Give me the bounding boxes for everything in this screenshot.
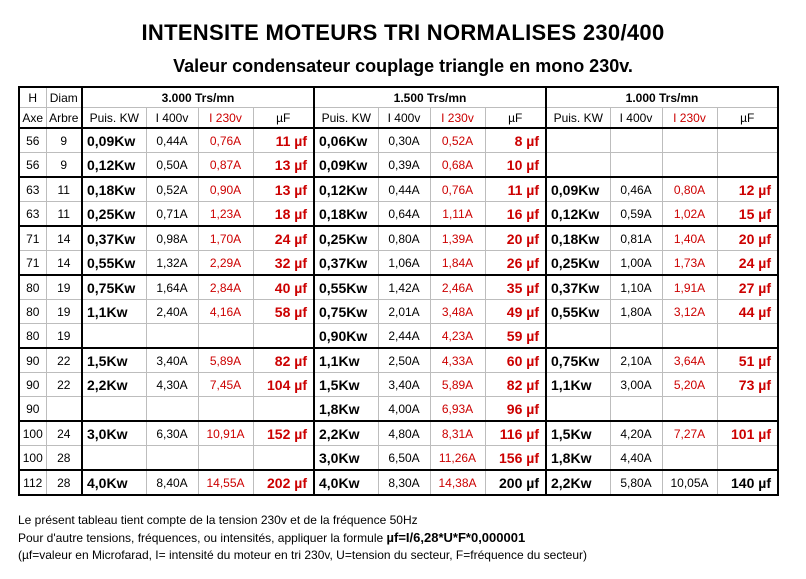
cell-i230-1000: 0,80A	[662, 177, 717, 202]
table-row	[19, 226, 778, 251]
note-line-1: Le présent tableau tient compte de la tension 230v et de la fréquence 50Hz	[18, 513, 418, 527]
cell-diam	[46, 397, 82, 422]
header-group-1500: 1.500 Trs/mn	[314, 87, 546, 108]
cell-i400-3000: 3,40A	[146, 348, 198, 373]
cell-i230-1000: 1,02A	[662, 202, 717, 227]
cell-uf1000: 73 µf	[717, 373, 778, 397]
cell-i230-1500: 6,93A	[430, 397, 485, 422]
cell-i400-1500: 8,30A	[378, 470, 430, 495]
cell-uf3000	[253, 324, 314, 349]
cell-i400-1500: 2,01A	[378, 300, 430, 324]
cell-puis3000: 1,5Kw	[82, 348, 146, 373]
cell-puis1000	[546, 153, 610, 178]
cell-i400-3000: 0,98A	[146, 226, 198, 251]
header-i230: I 230v	[198, 108, 253, 129]
cell-puis3000: 4,0Kw	[82, 470, 146, 495]
cell-i230-1000	[662, 446, 717, 471]
cell-puis1000: 2,2Kw	[546, 470, 610, 495]
cell-i230-1500: 8,31A	[430, 421, 485, 446]
cell-uf3000: 40 µf	[253, 275, 314, 300]
cell-i400-3000: 8,40A	[146, 470, 198, 495]
cell-uf1000: 140 µf	[717, 470, 778, 495]
cell-i400-3000: 6,30A	[146, 421, 198, 446]
cell-h: 71	[19, 226, 46, 251]
cell-i230-3000: 4,16A	[198, 300, 253, 324]
cell-puis1000	[546, 324, 610, 349]
cell-i230-1500: 0,68A	[430, 153, 485, 178]
cell-diam: 28	[46, 470, 82, 495]
cell-i400-3000: 1,64A	[146, 275, 198, 300]
cell-i400-1500: 4,80A	[378, 421, 430, 446]
cell-puis3000: 0,25Kw	[82, 202, 146, 227]
cell-i230-1000	[662, 153, 717, 178]
cell-diam: 14	[46, 251, 82, 276]
cell-i400-1500: 0,64A	[378, 202, 430, 227]
cell-i230-1500: 1,39A	[430, 226, 485, 251]
cell-i400-3000: 0,44A	[146, 128, 198, 153]
cell-h: 80	[19, 324, 46, 349]
cell-diam: 19	[46, 324, 82, 349]
cell-i230-1500: 1,11A	[430, 202, 485, 227]
cell-puis1500: 1,5Kw	[314, 373, 378, 397]
cell-puis1500: 0,75Kw	[314, 300, 378, 324]
cell-i230-3000: 14,55A	[198, 470, 253, 495]
cell-i230-3000	[198, 397, 253, 422]
cell-diam: 19	[46, 300, 82, 324]
cell-i400-1000: 0,46A	[610, 177, 662, 202]
cell-i400-1500: 2,50A	[378, 348, 430, 373]
cell-i400-1000: 4,20A	[610, 421, 662, 446]
cell-puis3000: 0,18Kw	[82, 177, 146, 202]
cell-uf1500: 82 µf	[485, 373, 546, 397]
cell-i230-3000	[198, 324, 253, 349]
cell-puis1000	[546, 397, 610, 422]
cell-puis3000: 0,09Kw	[82, 128, 146, 153]
cell-uf1000	[717, 397, 778, 422]
cell-i230-1500: 1,84A	[430, 251, 485, 276]
page-title: INTENSITE MOTEURS TRI NORMALISES 230/400	[141, 20, 665, 45]
cell-uf1000	[717, 324, 778, 349]
cell-i400-3000	[146, 446, 198, 471]
cell-puis1500: 0,06Kw	[314, 128, 378, 153]
cell-uf3000: 13 µf	[253, 153, 314, 178]
cell-i230-3000: 2,29A	[198, 251, 253, 276]
table-row	[19, 153, 778, 178]
cell-puis3000: 1,1Kw	[82, 300, 146, 324]
cell-puis3000: 0,75Kw	[82, 275, 146, 300]
cell-uf1500: 35 µf	[485, 275, 546, 300]
cell-uf3000: 13 µf	[253, 177, 314, 202]
cell-diam: 11	[46, 202, 82, 227]
cell-puis1000: 1,8Kw	[546, 446, 610, 471]
table-row	[19, 128, 778, 153]
cell-puis1500: 0,09Kw	[314, 153, 378, 178]
cell-puis3000	[82, 324, 146, 349]
cell-i400-1500: 0,39A	[378, 153, 430, 178]
cell-puis3000: 3,0Kw	[82, 421, 146, 446]
cell-i400-1000	[610, 324, 662, 349]
cell-i400-1000	[610, 153, 662, 178]
cell-i400-3000: 0,52A	[146, 177, 198, 202]
cell-puis3000: 0,37Kw	[82, 226, 146, 251]
cell-diam: 9	[46, 128, 82, 153]
cell-i400-1000: 1,10A	[610, 275, 662, 300]
cell-i230-1500: 0,52A	[430, 128, 485, 153]
cell-h: 56	[19, 153, 46, 178]
cell-i400-3000: 0,71A	[146, 202, 198, 227]
cell-uf1500: 8 µf	[485, 128, 546, 153]
cell-uf3000: 24 µf	[253, 226, 314, 251]
table-row	[19, 300, 778, 324]
cell-puis1000: 0,12Kw	[546, 202, 610, 227]
note-line-2	[18, 529, 587, 547]
cell-i230-3000	[198, 446, 253, 471]
cell-diam: 19	[46, 275, 82, 300]
header-group-3000: 3.000 Trs/mn	[82, 87, 314, 108]
cell-uf1000	[717, 446, 778, 471]
cell-h: 63	[19, 177, 46, 202]
cell-i230-1000	[662, 324, 717, 349]
cell-puis1500: 1,1Kw	[314, 348, 378, 373]
cell-uf3000: 152 µf	[253, 421, 314, 446]
header-h: H	[19, 87, 46, 108]
cell-i230-1000: 10,05A	[662, 470, 717, 495]
cell-i400-3000: 4,30A	[146, 373, 198, 397]
cell-uf1000	[717, 128, 778, 153]
header-uf: µF	[485, 108, 546, 129]
cell-i230-1000: 5,20A	[662, 373, 717, 397]
table-row	[19, 275, 778, 300]
header-i400: I 400v	[378, 108, 430, 129]
cell-i400-1000: 3,00A	[610, 373, 662, 397]
note-line-2-text: Pour d'autre tensions, fréquences, ou intensités, appliquer la formule	[18, 531, 387, 545]
cell-i400-1000: 0,59A	[610, 202, 662, 227]
cell-puis1500: 0,37Kw	[314, 251, 378, 276]
cell-puis1000: 0,75Kw	[546, 348, 610, 373]
cell-i230-1500: 2,46A	[430, 275, 485, 300]
cell-uf1000: 27 µf	[717, 275, 778, 300]
cell-uf1500: 10 µf	[485, 153, 546, 178]
cell-h: 90	[19, 397, 46, 422]
cell-puis1000	[546, 128, 610, 153]
cell-i230-3000: 1,23A	[198, 202, 253, 227]
cell-h: 80	[19, 300, 46, 324]
cell-uf1500: 16 µf	[485, 202, 546, 227]
cell-uf3000: 104 µf	[253, 373, 314, 397]
cell-diam: 14	[46, 226, 82, 251]
cell-uf1500: 200 µf	[485, 470, 546, 495]
cell-diam: 9	[46, 153, 82, 178]
cell-puis3000: 0,55Kw	[82, 251, 146, 276]
cell-i230-1000: 1,73A	[662, 251, 717, 276]
table-row	[19, 202, 778, 227]
header-puis: Puis. KW	[82, 108, 146, 129]
cell-puis1000: 0,37Kw	[546, 275, 610, 300]
header-i400: I 400v	[146, 108, 198, 129]
cell-uf1000	[717, 153, 778, 178]
cell-i230-1000: 3,12A	[662, 300, 717, 324]
table-row	[19, 348, 778, 373]
cell-puis1500: 4,0Kw	[314, 470, 378, 495]
cell-i400-1500: 0,80A	[378, 226, 430, 251]
cell-h: 90	[19, 348, 46, 373]
cell-i230-1500: 4,33A	[430, 348, 485, 373]
cell-puis3000	[82, 397, 146, 422]
cell-i230-3000: 5,89A	[198, 348, 253, 373]
cell-uf1500: 116 µf	[485, 421, 546, 446]
cell-diam: 24	[46, 421, 82, 446]
cell-h: 100	[19, 421, 46, 446]
cell-i400-1500: 1,42A	[378, 275, 430, 300]
cell-uf3000: 202 µf	[253, 470, 314, 495]
header-i400: I 400v	[610, 108, 662, 129]
table-row	[19, 373, 778, 397]
cell-i230-1000	[662, 397, 717, 422]
cell-i230-3000: 0,87A	[198, 153, 253, 178]
cell-i230-1000: 1,40A	[662, 226, 717, 251]
cell-puis1500: 0,55Kw	[314, 275, 378, 300]
cell-h: 100	[19, 446, 46, 471]
cell-i400-1000: 2,10A	[610, 348, 662, 373]
cell-i230-1000: 7,27A	[662, 421, 717, 446]
cell-puis1500: 0,90Kw	[314, 324, 378, 349]
cell-uf3000	[253, 397, 314, 422]
cell-uf3000: 58 µf	[253, 300, 314, 324]
cell-h: 71	[19, 251, 46, 276]
table-row	[19, 251, 778, 276]
cell-i400-1500: 2,44A	[378, 324, 430, 349]
header-uf: µF	[253, 108, 314, 129]
cell-i230-3000: 1,70A	[198, 226, 253, 251]
cell-puis1500: 0,12Kw	[314, 177, 378, 202]
cell-uf1000: 20 µf	[717, 226, 778, 251]
table-row	[19, 177, 778, 202]
cell-i400-1000: 1,00A	[610, 251, 662, 276]
cell-i400-1000: 1,80A	[610, 300, 662, 324]
cell-i400-1500: 4,00A	[378, 397, 430, 422]
table-row	[19, 324, 778, 349]
cell-diam: 22	[46, 373, 82, 397]
header-axe: Axe	[19, 108, 46, 129]
cell-uf1000: 24 µf	[717, 251, 778, 276]
header-puis: Puis. KW	[314, 108, 378, 129]
cell-puis1500: 0,18Kw	[314, 202, 378, 227]
cell-i400-1000	[610, 397, 662, 422]
cell-puis1000: 0,25Kw	[546, 251, 610, 276]
cell-i400-1000	[610, 128, 662, 153]
table-row	[19, 421, 778, 446]
cell-i230-3000: 0,90A	[198, 177, 253, 202]
formula: µf=I/6,28*U*F*0,000001	[386, 530, 526, 545]
cell-uf1500: 156 µf	[485, 446, 546, 471]
cell-puis1000: 1,1Kw	[546, 373, 610, 397]
cell-puis1000: 0,09Kw	[546, 177, 610, 202]
cell-i400-3000: 2,40A	[146, 300, 198, 324]
cell-i400-3000	[146, 324, 198, 349]
cell-i400-1000: 4,40A	[610, 446, 662, 471]
cell-uf1500: 20 µf	[485, 226, 546, 251]
cell-uf1500: 60 µf	[485, 348, 546, 373]
cell-puis1500: 3,0Kw	[314, 446, 378, 471]
cell-i400-1500: 0,44A	[378, 177, 430, 202]
cell-puis3000: 2,2Kw	[82, 373, 146, 397]
cell-puis1000: 0,55Kw	[546, 300, 610, 324]
cell-puis3000: 0,12Kw	[82, 153, 146, 178]
table-row	[19, 470, 778, 495]
cell-uf3000: 11 µf	[253, 128, 314, 153]
header-group-1000: 1.000 Trs/mn	[546, 87, 778, 108]
cell-i230-1500: 11,26A	[430, 446, 485, 471]
cell-i230-1000: 3,64A	[662, 348, 717, 373]
cell-uf3000: 32 µf	[253, 251, 314, 276]
cell-i400-1500: 3,40A	[378, 373, 430, 397]
cell-i230-3000: 10,91A	[198, 421, 253, 446]
cell-i230-1500: 3,48A	[430, 300, 485, 324]
cell-i230-3000: 2,84A	[198, 275, 253, 300]
cell-uf1000: 51 µf	[717, 348, 778, 373]
cell-uf1000: 12 µf	[717, 177, 778, 202]
cell-h: 56	[19, 128, 46, 153]
cell-diam: 22	[46, 348, 82, 373]
cell-i400-1500: 6,50A	[378, 446, 430, 471]
cell-i230-1000	[662, 128, 717, 153]
cell-i230-1500: 5,89A	[430, 373, 485, 397]
cell-diam: 11	[46, 177, 82, 202]
cell-i400-1500: 0,30A	[378, 128, 430, 153]
cell-i400-1000: 0,81A	[610, 226, 662, 251]
cell-diam: 28	[46, 446, 82, 471]
cell-h: 80	[19, 275, 46, 300]
cell-i400-3000	[146, 397, 198, 422]
header-i230: I 230v	[430, 108, 485, 129]
cell-h: 90	[19, 373, 46, 397]
cell-h: 63	[19, 202, 46, 227]
table-row	[19, 446, 778, 471]
notes	[18, 512, 587, 564]
cell-i230-1500: 0,76A	[430, 177, 485, 202]
motor-table	[18, 86, 779, 496]
cell-i400-1000: 5,80A	[610, 470, 662, 495]
cell-i230-3000: 0,76A	[198, 128, 253, 153]
page-subtitle: Valeur condensateur couplage triangle en mono 230v.	[173, 56, 633, 76]
cell-uf1500: 11 µf	[485, 177, 546, 202]
note-line-3: (µf=valeur en Microfarad, I= intensité du moteur en tri 230v, U=tension du secteur, F=fréquence du secteur)	[18, 548, 587, 562]
cell-i400-3000: 0,50A	[146, 153, 198, 178]
header-arbre: Arbre	[46, 108, 82, 129]
cell-uf1000: 15 µf	[717, 202, 778, 227]
cell-uf1500: 96 µf	[485, 397, 546, 422]
cell-uf1500: 26 µf	[485, 251, 546, 276]
header-i230: I 230v	[662, 108, 717, 129]
cell-puis1500: 2,2Kw	[314, 421, 378, 446]
cell-puis3000	[82, 446, 146, 471]
cell-uf1000: 101 µf	[717, 421, 778, 446]
cell-puis1500: 0,25Kw	[314, 226, 378, 251]
header-diam: Diam	[46, 87, 82, 108]
cell-i400-1500: 1,06A	[378, 251, 430, 276]
header-puis: Puis. KW	[546, 108, 610, 129]
cell-h: 112	[19, 470, 46, 495]
cell-i230-3000: 7,45A	[198, 373, 253, 397]
cell-uf3000: 82 µf	[253, 348, 314, 373]
cell-i230-1500: 14,38A	[430, 470, 485, 495]
cell-uf1500: 49 µf	[485, 300, 546, 324]
cell-puis1000: 0,18Kw	[546, 226, 610, 251]
cell-i230-1500: 4,23A	[430, 324, 485, 349]
cell-uf1500: 59 µf	[485, 324, 546, 349]
cell-uf3000: 18 µf	[253, 202, 314, 227]
header-uf: µF	[717, 108, 778, 129]
cell-uf3000	[253, 446, 314, 471]
cell-puis1500: 1,8Kw	[314, 397, 378, 422]
cell-uf1000: 44 µf	[717, 300, 778, 324]
cell-puis1000: 1,5Kw	[546, 421, 610, 446]
cell-i400-3000: 1,32A	[146, 251, 198, 276]
cell-i230-1000: 1,91A	[662, 275, 717, 300]
table-row	[19, 397, 778, 422]
